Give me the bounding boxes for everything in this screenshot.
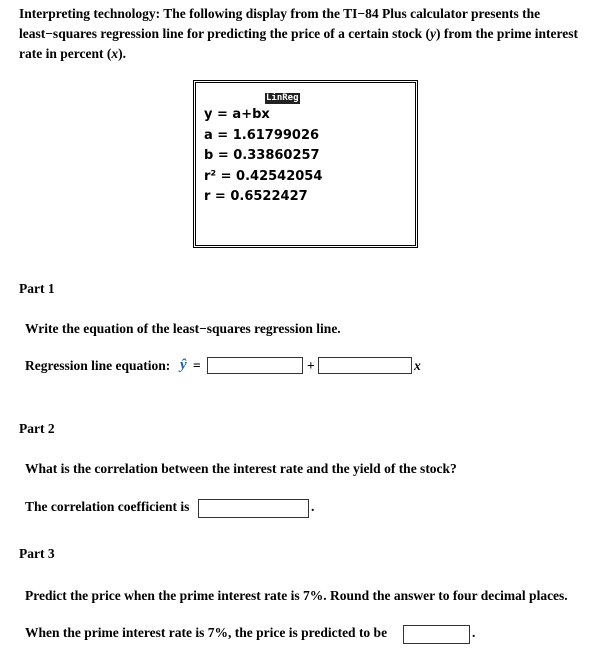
part2-question: What is the correlation between the interest rate and the yield of the stock? [25,461,457,476]
correlation-label: The correlation coefficient is [25,499,190,514]
part3-title: Part 3 [19,546,55,561]
y-hat-symbol: ŷ [180,357,187,373]
plus-sign: + [307,358,315,373]
x-variable: x [111,46,119,61]
calc-line: a = 1.61799026 [204,127,320,143]
part1-question: Write the equation of the least−squares regression line. [25,321,341,336]
slope-input[interactable] [318,357,412,374]
calc-line: b = 0.33860257 [204,148,320,163]
regression-label: Regression line equation: [25,358,171,373]
calculator-output [204,105,322,208]
calculator-display [193,80,418,248]
calc-line: y = a+bx [204,107,270,122]
period: . [472,625,476,640]
equals-sign: = [193,358,201,373]
part2-title: Part 2 [19,421,55,436]
intro-text [19,4,589,64]
intercept-input[interactable] [207,357,303,374]
y-variable: y [430,26,437,41]
x-symbol: x [414,358,421,373]
intro-part: ). [118,46,126,61]
calc-line: r² = 0.42542054 [204,168,323,184]
period: . [311,499,315,514]
correlation-input[interactable] [198,499,309,518]
prediction-label: When the prime interest rate is 7%, the price is predicted to be [25,625,388,640]
part1-title: Part 1 [19,281,55,296]
intro-part: ) from the prime interest rate in percent ( [19,26,578,61]
prediction-input[interactable] [403,625,470,644]
calculator-header: LinReg [266,93,299,103]
calc-line: r = 0.6522427 [204,189,308,204]
part3-question: Predict the price when the prime interest rate is 7%. Round the answer to four decimal places. [25,588,568,603]
intro-part: Interpreting technology: The following display from the TI−84 Plus calculator presents the least−squares regression line for predicting the price of a certain stock ( [19,6,541,41]
